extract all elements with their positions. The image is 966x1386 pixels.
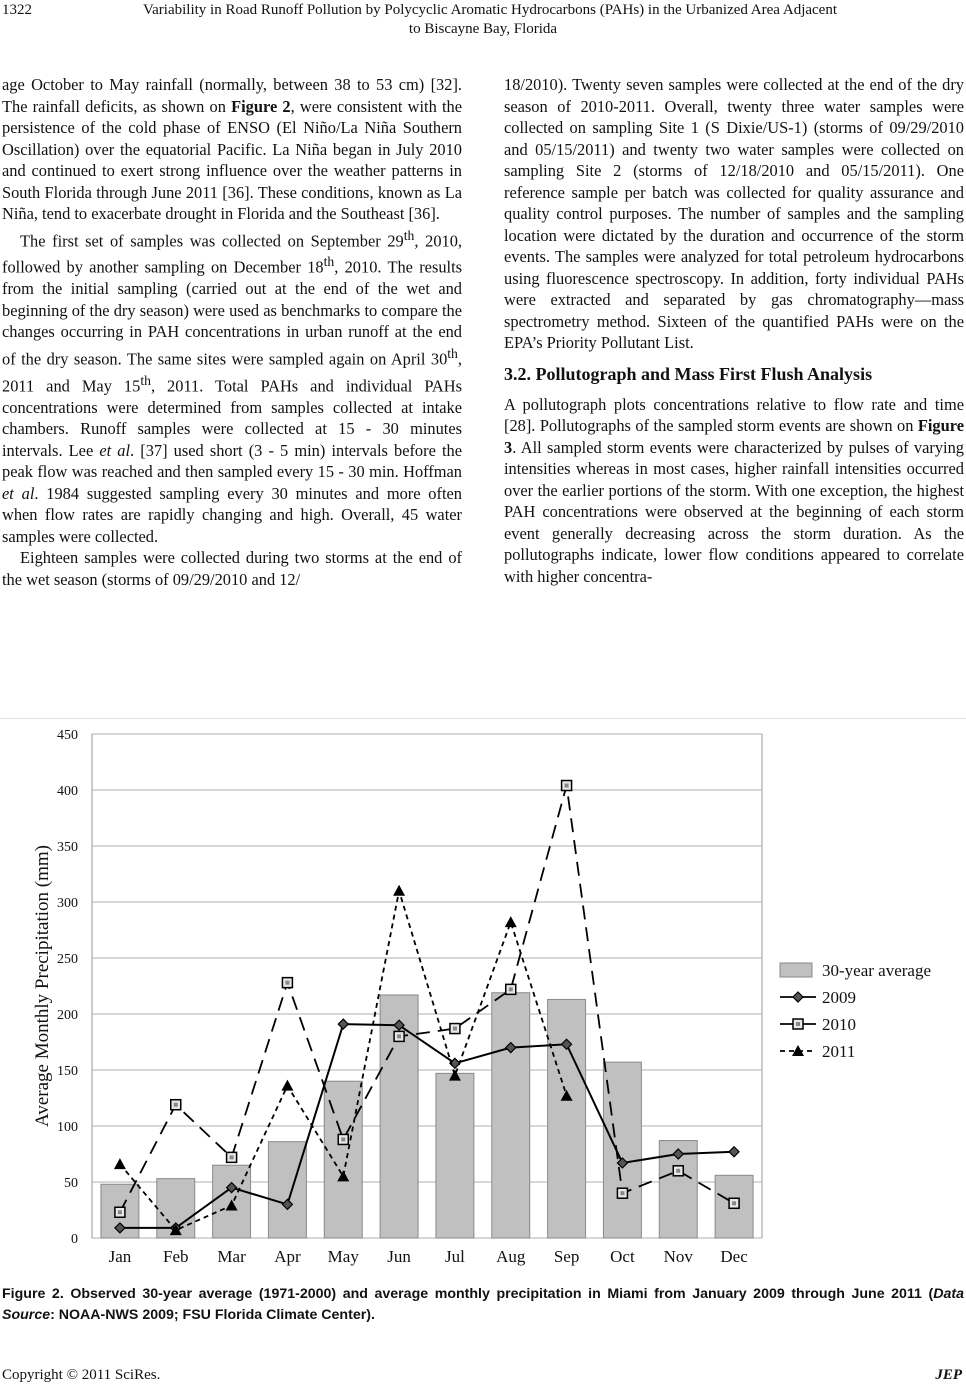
x-tick-label: Aug xyxy=(496,1247,526,1266)
x-tick-label: Feb xyxy=(163,1247,189,1266)
running-title-line2: to Biscayne Bay, Florida xyxy=(408,21,558,37)
legend-swatch-30-year average xyxy=(780,963,812,977)
figure-reference[interactable]: Figure 2 xyxy=(231,96,291,116)
copyright-notice: Copyright © 2011 SciRes. xyxy=(2,1367,161,1383)
left-column xyxy=(2,74,462,590)
point-2011 xyxy=(114,1158,126,1169)
point-2010-inner xyxy=(341,1137,345,1141)
x-tick-label: Mar xyxy=(217,1247,246,1266)
x-tick-label: Jan xyxy=(108,1247,132,1266)
point-2010-inner xyxy=(397,1034,401,1038)
x-tick-label: Nov xyxy=(663,1247,693,1266)
y-tick-label: 0 xyxy=(71,1232,78,1247)
figure-divider xyxy=(0,718,966,719)
x-tick-label: Dec xyxy=(720,1247,748,1266)
bar-sep xyxy=(548,999,586,1238)
running-title: Variability in Road Runoff Pollution by Polycyclic Aromatic Hydrocarbons (PAHs) in the Urbanized Area Adjacent xyxy=(142,2,838,18)
figure-caption: Figure 2. Observed 30-year average (1971-2000) and average monthly precipitation in Miami from January 2009 through June 2011 (Data Source: NOAA-NWS 2009; FSU Florida Climate Center). xyxy=(2,1286,964,1323)
point-2010-inner xyxy=(453,1027,457,1031)
y-tick-label: 400 xyxy=(57,784,78,799)
point-2010-inner xyxy=(732,1201,736,1205)
y-tick-label: 450 xyxy=(57,728,78,743)
point-2010-inner xyxy=(620,1191,624,1195)
x-tick-label: Apr xyxy=(274,1247,301,1266)
legend-marker-2009 xyxy=(793,992,803,1002)
y-tick-label: 350 xyxy=(57,840,78,855)
legend-label: 2009 xyxy=(822,988,856,1007)
x-tick-label: Oct xyxy=(610,1247,635,1266)
x-tick-label: Jun xyxy=(387,1247,411,1266)
x-tick-label: May xyxy=(327,1247,359,1266)
point-2010-inner xyxy=(565,784,569,788)
legend-label: 2010 xyxy=(822,1015,856,1034)
precipitation-chart xyxy=(0,722,966,1272)
y-axis-label: Average Monthly Precipitation (mm) xyxy=(32,845,53,1127)
legend-label: 2011 xyxy=(822,1042,856,1061)
paragraph: The first set of samples was collected on September 29th, 2010, followed by another sampling on December 18th, 2010. The results from the initial sampling (carried out at the end of the wet and beginning of the dry season) were used as benchmarks to compare the changes occurring in PAH concentrations in urban runoff at the end of the dry season. The same sites were sampled again on April 30th, 2011 and May 15th, 2011. Total PAHs and individual PAHs concentrations were determined from samples collected at intake chambers. Runoff samples were collected at 15 - 30 minutes intervals. Lee et al. [37] used short (3 - 5 min) intervals before the peak flow was reached and then sampled every 15 - 30 min. Hoffman et al. 1984 suggested sampling every 30 minutes and more often when flow rates are rapidly changing and high. Overall, 45 water samples were collected. xyxy=(2,227,463,546)
y-tick-label: 200 xyxy=(57,1008,78,1023)
section-heading: 3.2. Pollutograph and Mass First Flush Analysis xyxy=(504,363,873,384)
bar-jul xyxy=(436,1073,474,1238)
x-tick-label: Sep xyxy=(553,1247,580,1266)
point-2010-inner xyxy=(174,1103,178,1107)
point-2011 xyxy=(281,1080,293,1091)
point-2009 xyxy=(729,1147,739,1157)
paragraph: 18/2010). Twenty seven samples were collected at the end of the dry season of 2010-2011. Overall, twenty three water samples were collected on sampling Site 1 (S Dixie/US-1) (storms of 09/29/2010 and 05/15/2011) and twenty two water samples were collected on sampling Site 2 (storms of 12/18/2010 and 05/15/2011). One reference sample per batch was collected for quality assurance and quality control purposes. The number of samples and the sampling location were dictated by the duration and occurrence of the storm events. The samples were analyzed for total petroleum hydrocarbons using fluorescence spectroscopy. In addition, forty individual PAHs were extracted and separated by gas chromatography—mass spectrometry method. Sixteen of the quantified PAHs were on the EPA’s Priority Pollutant List. xyxy=(504,75,964,352)
point-2011 xyxy=(393,885,405,896)
bar-apr xyxy=(268,1142,306,1238)
bar-aug xyxy=(492,993,530,1238)
y-tick-label: 250 xyxy=(57,952,78,967)
page-number: 1322 xyxy=(2,2,32,18)
y-tick-label: 100 xyxy=(57,1120,78,1135)
point-2010-inner xyxy=(285,981,289,985)
y-tick-label: 150 xyxy=(57,1064,78,1079)
paragraph: age October to May rainfall (normally, between 38 to 53 cm) [32]. The rainfall deficits, as shown on Figure 2, were consistent with the persistence of the cold phase of ENSO (El Niño/La Niña Southern Oscillation) over the equatorial Pacific. La Niña began in July 2010 and continued to exert strong influence over the weather patterns in South Florida through June 2011 [36]. These conditions, known as La Niña, tend to exacerbate drought in Florida and the Southeast [36]. xyxy=(2,75,462,223)
point-2010-inner xyxy=(509,987,513,991)
right-column xyxy=(504,74,964,587)
point-2010-inner xyxy=(118,1210,122,1214)
series-line-2010 xyxy=(120,786,734,1213)
paragraph: A pollutograph plots concentrations relative to flow rate and time [28]. Pollutographs of the sampled storm events are shown on Figure 3. All sampled storm events were characterized by pulses of varying intensities whereas in most cases, higher rainfall intensities occurred over the earlier portions of the storm. With one exception, the highest PAH concentrations were observed at the beginning of each storm event generally decreasing across the storm duration. As the pollutographs indicate, lower flow conditions appeared to correlate with higher concentra- xyxy=(504,394,964,586)
point-2010-inner xyxy=(676,1169,680,1173)
journal-abbreviation: JEP xyxy=(935,1367,962,1383)
figure-reference[interactable]: Figure 3 xyxy=(504,416,964,457)
x-tick-label: Jul xyxy=(444,1247,465,1266)
figure-2-chart xyxy=(0,722,966,1272)
paragraph: Eighteen samples were collected during two storms at the end of the wet season (storms of 09/29/2010 and 12/ xyxy=(2,548,462,589)
legend-marker-2010-inner xyxy=(796,1022,800,1026)
point-2011 xyxy=(505,916,517,927)
point-2009 xyxy=(338,1019,348,1029)
legend-label: 30-year average xyxy=(822,961,932,980)
bar-oct xyxy=(603,1062,641,1238)
point-2010-inner xyxy=(230,1155,234,1159)
y-tick-label: 300 xyxy=(57,896,78,911)
y-tick-label: 50 xyxy=(64,1176,78,1191)
